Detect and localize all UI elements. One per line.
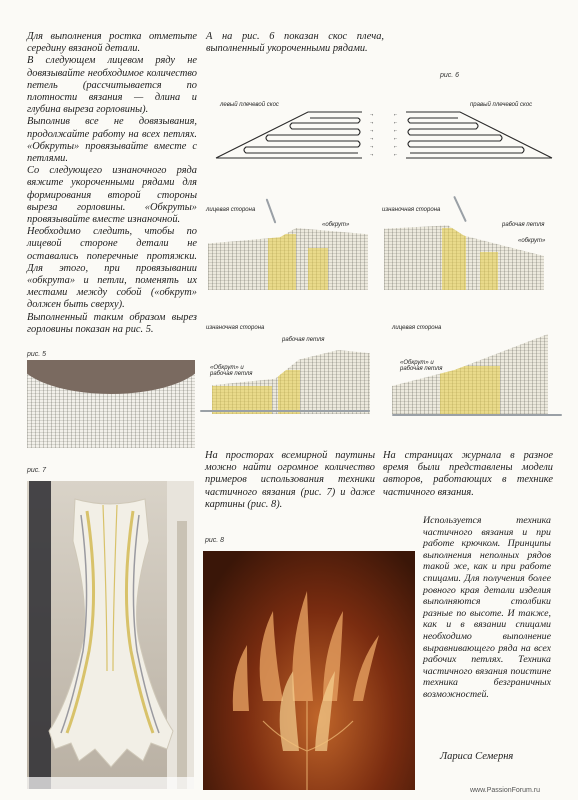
fig7-caption: рис. 7	[27, 467, 47, 474]
mid-text-right: На страницах журнала в разное время были представлены модели авторов, работающих в технике частичного вязания.	[383, 450, 553, 498]
svg-text:←: ←	[394, 144, 398, 149]
svg-text:←: ←	[394, 128, 398, 133]
knit3-loop-label: рабочая петля	[282, 337, 325, 343]
svg-text:→: →	[370, 112, 374, 117]
paragraph: В следующем лицевом ряду не довязывайте необходимое количество петель (рассчитывается по плотности вязания — длина и глубина выреза горловины).	[27, 55, 197, 116]
fig6-caption: рис. 6	[440, 72, 460, 79]
paragraph: Необходимо следить, чтобы по лицевой стороне детали не оставались поперечные протяжки. Для этого, при провязывании «обкрута» и петли, поменять их местами между собой («обкрут» должен быть сверху).	[27, 226, 197, 311]
knitting-needle	[392, 414, 562, 416]
knit-swatch-2	[384, 222, 544, 290]
paragraph: Выполненный таким образом вырез горловины показан на рис. 5.	[27, 311, 197, 335]
fig5-caption: рис. 5	[27, 351, 47, 358]
knit3-wrap-label: «Обкрут» и рабочая петля	[210, 365, 253, 377]
knit-swatch-3	[212, 350, 370, 414]
footer-watermark: www.PassionForum.ru	[470, 787, 541, 794]
paragraph: Выполнив все не довязывания, продолжайте работу на всех петлях. «Обкруты» провязывайте вместе с петлями.	[27, 116, 197, 165]
knit4-wrap-label: «Обкрут» и рабочая петля	[400, 360, 443, 372]
knit4-side-label: лицевая сторона	[392, 325, 442, 331]
left-column-text	[27, 31, 197, 336]
fig8-caption: рис. 8	[205, 537, 225, 544]
right-column-text: Используется техника частичного вязания и при работе крючком. Принципы выполнения неполных рядов такой же, как и при работе спицами. Для получения более ровного края детали изделия выполняются столбики разные по высоте. И также, как и в вязании спицами необходимо выполнение выравнивающего ряда на всех рабочих петлях. Техника частичного вязания поистине техника безграничных возможностей.	[423, 515, 551, 700]
knit2-loop-label: рабочая петля	[502, 222, 545, 228]
knit-swatch-1	[208, 228, 368, 290]
svg-text:→: →	[370, 152, 374, 157]
knit1-wrap-label: «обкрут»	[322, 222, 350, 228]
knitting-needle	[453, 196, 467, 222]
dress-illustration	[27, 481, 194, 789]
svg-text:←: ←	[394, 152, 398, 157]
left-shoulder-label: левый плечевой скос	[220, 102, 279, 108]
knit3-side-label: изнаночная сторона	[206, 325, 265, 331]
fig6-shoulder-diagram	[210, 108, 558, 166]
mid-text-left: На просторах всемирной паутины можно найти огромное количество примеров использования техники частичного вязания (рис. 7) и даже картины (рис. 8).	[205, 450, 375, 510]
svg-text:→: →	[370, 136, 374, 141]
fig8-flame-artwork	[203, 551, 415, 790]
svg-text:→: →	[370, 128, 374, 133]
knitting-needle	[200, 410, 370, 412]
svg-text:←: ←	[394, 112, 398, 117]
right-shoulder-label: правый плечевой скос	[470, 102, 533, 108]
fig7-dress-photo	[27, 481, 194, 789]
svg-text:→: →	[370, 144, 374, 149]
knit1-side-label: лицевая сторона	[206, 207, 256, 213]
knit-swatch-4	[392, 334, 548, 414]
svg-text:→: →	[370, 120, 374, 125]
flame-pattern	[203, 551, 415, 790]
knit2-side-label: изнаночная сторона	[382, 207, 441, 213]
knitting-needle	[266, 198, 277, 223]
paragraph: Со следующего изнаночного ряда вяжите укороченными рядами для формирования второй стороны выреза горловины. «Обкруты» провязывайте вместе изнаночной.	[27, 165, 197, 226]
author-signature: Лариса Семерня	[440, 751, 514, 762]
knit2-wrap-label: «обкрут»	[518, 238, 546, 244]
svg-text:←: ←	[394, 136, 398, 141]
fig6-intro-text: А на рис. 6 показан скос плеча, выполненный укороченными рядами.	[206, 31, 384, 55]
paragraph: Для выполнения ростка отметьте середину вязаной детали.	[27, 31, 197, 55]
svg-text:←: ←	[394, 120, 398, 125]
fig5-neckline-photo	[27, 360, 195, 448]
